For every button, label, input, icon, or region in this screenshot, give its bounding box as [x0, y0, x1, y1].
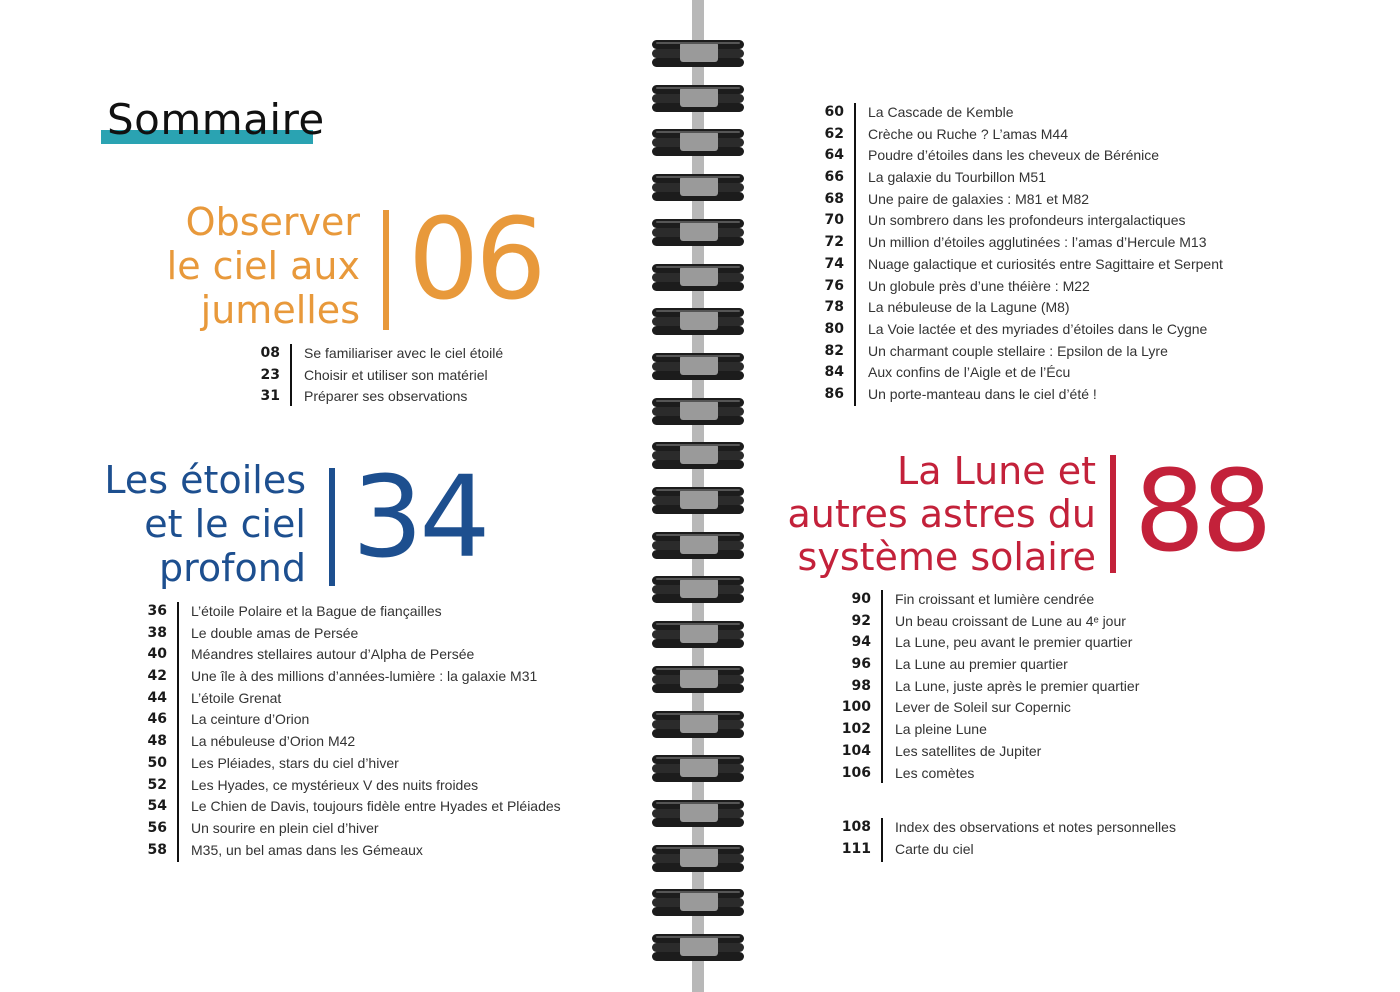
- spiral-ring: [652, 440, 744, 468]
- toc-entry-label: Un sombrero dans les profondeurs intergalactiques: [868, 212, 1186, 229]
- toc-page-number: 78: [824, 299, 844, 316]
- toc-entry-label: Une île à des millions d’années-lumière : la galaxie M31: [191, 668, 538, 685]
- toc-page-number: 70: [824, 212, 844, 229]
- toc-divider: [854, 103, 856, 406]
- toc-page-number: 92: [851, 612, 871, 629]
- toc-entry-label: Les comètes: [895, 764, 975, 781]
- section-etoiles-title: Les étoiles et le ciel profond: [104, 458, 306, 590]
- toc-page-number: 50: [147, 754, 167, 771]
- toc-entry-label: Un sourire en plein ciel d’hiver: [191, 819, 379, 836]
- toc-entry-label: Les Pléiades, stars du ciel d’hiver: [191, 754, 399, 771]
- toc-page-number: 52: [147, 776, 167, 793]
- toc-entry-label: La Lune, peu avant le premier quartier: [895, 634, 1133, 651]
- section-lune-number: 88: [1134, 447, 1269, 577]
- toc-entry-label: Une paire de galaxies : M81 et M82: [868, 190, 1090, 207]
- spiral-ring: [652, 619, 744, 647]
- page-title-block: [101, 95, 325, 148]
- spiral-ring: [652, 172, 744, 200]
- toc-entry-label: Se familiariser avec le ciel étoilé: [304, 345, 504, 361]
- spiral-ring: [652, 262, 744, 290]
- toc-page-number: 80: [824, 320, 844, 337]
- toc-entry-label: Fin croissant et lumière cendrée: [895, 591, 1095, 607]
- toc-entry-label: Les Hyades, ce mystérieux V des nuits froides: [191, 776, 479, 793]
- toc-entry-label: Le Chien de Davis, toujours fidèle entre Hyades et Pléiades: [191, 798, 561, 815]
- spiral-ring: [652, 843, 744, 871]
- toc-page-number: 36: [147, 603, 167, 619]
- toc-page-number: 68: [824, 190, 844, 207]
- toc-entry-label: La pleine Lune: [895, 721, 987, 738]
- toc-entry-label: Un charmant couple stellaire : Epsilon de la Lyre: [868, 342, 1168, 359]
- toc-entry-label: Un beau croissant de Lune au 4ᵉ jour: [895, 612, 1126, 629]
- toc-page-number: 72: [824, 234, 844, 251]
- toc-page-number: 104: [841, 742, 871, 759]
- section-lune-divider: [1110, 455, 1116, 573]
- toc-page-number: 46: [147, 711, 167, 728]
- toc-page-number: 74: [824, 255, 844, 272]
- toc-entry-label: Méandres stellaires autour d’Alpha de Persée: [191, 646, 475, 663]
- spiral-ring: [652, 887, 744, 915]
- toc-entry-label: La ceinture d’Orion: [191, 711, 310, 728]
- toc-entry-label: Un globule près d’une théière : M22: [868, 277, 1090, 294]
- spiral-ring: [652, 127, 744, 155]
- toc-page-number: 42: [147, 668, 167, 685]
- toc-page-number: 38: [147, 624, 167, 641]
- toc-entry-label: Nuage galactique et curiosités entre Sagittaire et Serpent: [868, 255, 1223, 272]
- toc-entry-label: La Lune, juste après le premier quartier: [895, 677, 1140, 694]
- toc-entry-label: Choisir et utiliser son matériel: [304, 366, 488, 383]
- section-etoiles-number: 34: [352, 453, 487, 583]
- toc-entry-label: La nébuleuse d’Orion M42: [191, 733, 356, 750]
- toc-page-number: 23: [260, 366, 280, 383]
- spiral-ring: [652, 709, 744, 737]
- toc-page-number: 62: [824, 125, 844, 142]
- spiral-ring: [652, 574, 744, 602]
- section-observer-title: Observer le ciel aux jumelles: [166, 200, 360, 332]
- toc-entry-label: Un porte-manteau dans le ciel d’été !: [868, 385, 1097, 402]
- spiral-ring: [652, 38, 744, 66]
- toc-page-number: 102: [841, 721, 871, 738]
- toc-entry-label: Lever de Soleil sur Copernic: [895, 699, 1071, 716]
- toc-page-number: 31: [260, 388, 280, 405]
- toc-entry-label: Poudre d’étoiles dans les cheveux de Bérénice: [868, 147, 1160, 164]
- toc-divider: [881, 818, 883, 862]
- toc-entry-label: L’étoile Polaire et la Bague de fiançailles: [191, 603, 442, 619]
- spiral-ring: [652, 753, 744, 781]
- spiral-ring: [652, 396, 744, 424]
- section-lune-title: La Lune et autres astres du système solaire: [787, 449, 1096, 579]
- toc-entry-label: La galaxie du Tourbillon M51: [868, 169, 1046, 186]
- toc-page-number: 90: [851, 591, 871, 607]
- toc-page-number: 84: [824, 364, 844, 381]
- toc-entry-label: M35, un bel amas dans les Gémeaux: [191, 841, 423, 858]
- toc-entry-label: Les satellites de Jupiter: [895, 742, 1042, 759]
- toc-page-number: 44: [147, 689, 167, 706]
- section-observer-divider: [383, 210, 389, 330]
- toc-page-number: 82: [824, 342, 844, 359]
- toc-page-number: 40: [147, 646, 167, 663]
- spiral-ring: [652, 530, 744, 558]
- toc-entry-label: La Lune au premier quartier: [895, 656, 1068, 673]
- spiral-ring: [652, 798, 744, 826]
- toc-page-number: 56: [147, 819, 167, 836]
- toc-entry-label: Un million d’étoiles agglutinées : l’amas d’Hercule M13: [868, 234, 1207, 251]
- toc-page-number: 54: [147, 798, 167, 815]
- toc-entry-label: Aux confins de l’Aigle et de l’Écu: [868, 364, 1071, 381]
- spiral-ring: [652, 83, 744, 111]
- spiral-ring: [652, 664, 744, 692]
- toc-divider: [881, 590, 883, 783]
- toc-page-number: 64: [824, 147, 844, 164]
- page-title: Sommaire: [107, 95, 325, 144]
- spiral-ring: [652, 306, 744, 334]
- toc-page-number: 60: [824, 104, 844, 120]
- toc-page-number: 48: [147, 733, 167, 750]
- toc-entry-label: Crèche ou Ruche ? L’amas M44: [868, 125, 1068, 142]
- toc-page-number: 106: [841, 764, 871, 781]
- toc-divider: [177, 602, 179, 862]
- toc-page-number: 94: [851, 634, 871, 651]
- spiral-ring: [652, 351, 744, 379]
- toc-entry-label: La Voie lactée et des myriades d’étoiles dans le Cygne: [868, 320, 1208, 337]
- toc-entry-label: Préparer ses observations: [304, 388, 468, 405]
- toc-divider: [290, 344, 292, 406]
- section-etoiles-divider: [329, 468, 335, 586]
- spiral-ring: [652, 932, 744, 960]
- toc-entry-label: Le double amas de Persée: [191, 624, 359, 641]
- toc-page-number: 98: [851, 677, 871, 694]
- toc-page-number: 96: [851, 656, 871, 673]
- toc-entry-label: La nébuleuse de la Lagune (M8): [868, 299, 1070, 316]
- toc-page-number: 86: [824, 385, 844, 402]
- spiral-ring: [652, 217, 744, 245]
- toc-page-number: 66: [824, 169, 844, 186]
- spiral-ring: [652, 485, 744, 513]
- toc-page-number: 08: [260, 345, 280, 361]
- toc-page-number: 111: [841, 840, 871, 857]
- toc-page-number: 108: [841, 819, 871, 835]
- toc-entry-label: L’étoile Grenat: [191, 689, 282, 706]
- toc-entry-label: Index des observations et notes personnelles: [895, 819, 1176, 835]
- toc-page-number: 76: [824, 277, 844, 294]
- toc-entry-label: La Cascade de Kemble: [868, 104, 1014, 120]
- section-observer-number: 06: [408, 195, 543, 325]
- toc-page-number: 58: [147, 841, 167, 858]
- toc-entry-label: Carte du ciel: [895, 840, 974, 857]
- toc-page-number: 100: [841, 699, 871, 716]
